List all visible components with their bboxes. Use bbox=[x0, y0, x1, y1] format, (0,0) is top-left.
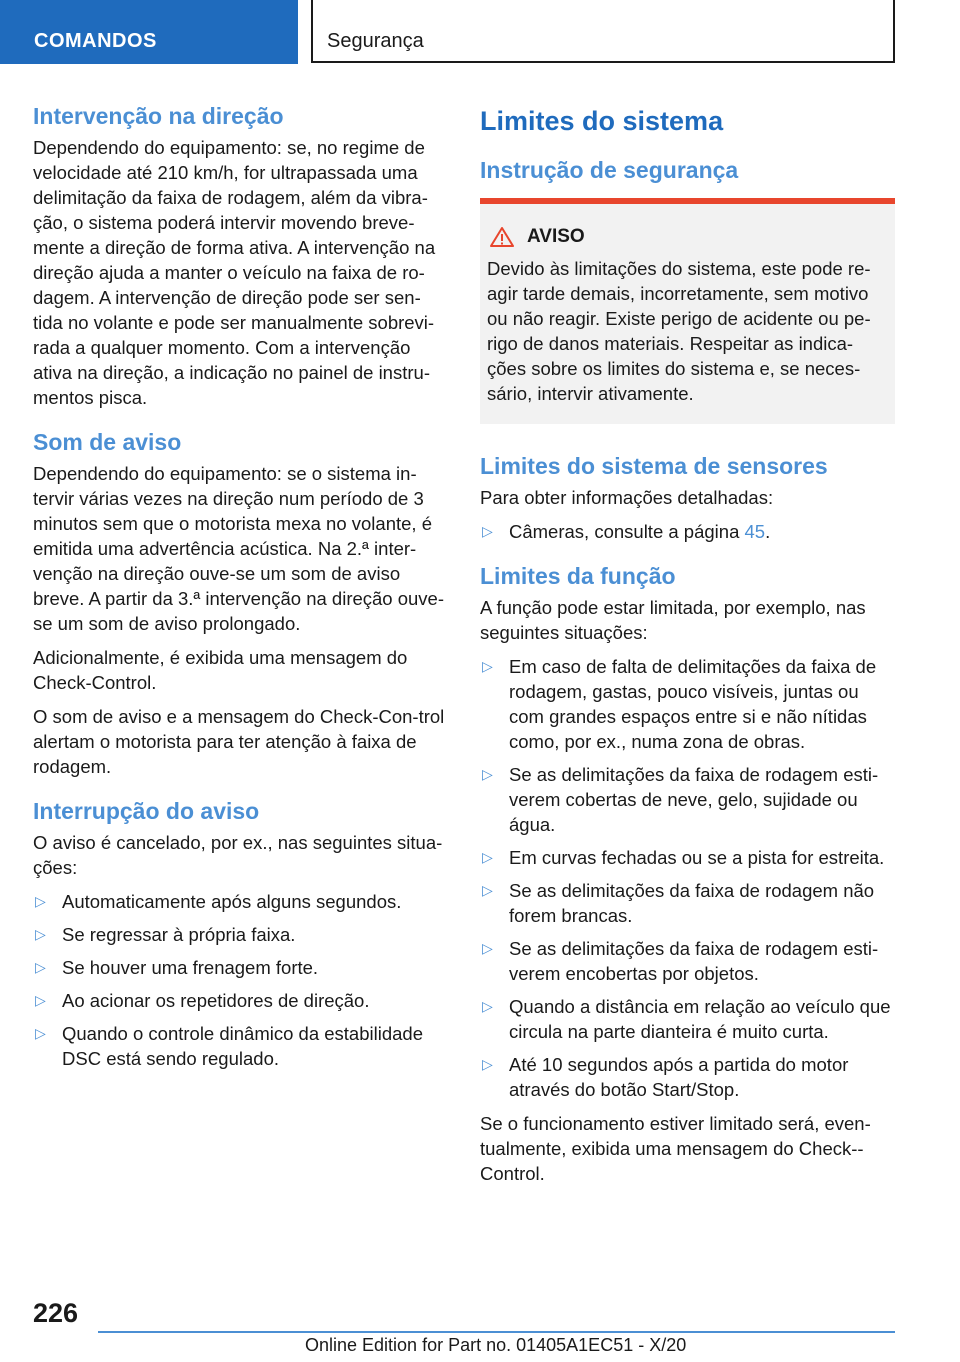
list-item bbox=[33, 988, 449, 1013]
triangle-bullet-icon: ▷ bbox=[35, 926, 46, 942]
list-item-text: Até 10 segundos após a partida do motor através do botão Start/Stop. bbox=[509, 1054, 849, 1100]
section-header bbox=[311, 0, 895, 63]
list-item-period: . bbox=[765, 521, 771, 542]
list-item bbox=[480, 878, 895, 928]
triangle-bullet-icon: ▷ bbox=[482, 849, 493, 865]
paragraph-function-limits: A função pode estar limitada, por exemplo, nas seguintes situações: bbox=[480, 597, 866, 643]
paragraph-function-footer: Se o funcionamento estiver limitado será, even-tualmente, exibida uma mensagem do Check--Control. bbox=[480, 1113, 871, 1184]
heading-sensor-limits: Limites do sistema de sensores bbox=[480, 453, 828, 479]
list-item-text: Quando a distância em relação ao veículo que circula na parte dianteira é muito curta. bbox=[509, 996, 891, 1042]
list-interruption bbox=[33, 889, 449, 1071]
heading-function-limits: Limites da função bbox=[480, 563, 676, 589]
list-item-text: Em caso de falta de delimitações da faixa de rodagem, gastas, pouco visíveis, juntas ou com grandes espaços entre si e não nítidas como, por ex., numa zona de obras. bbox=[509, 656, 877, 752]
list-item bbox=[33, 1021, 449, 1071]
list-item bbox=[480, 845, 895, 870]
list-item-text: Se as delimitações da faixa de rodagem esti-verem cobertas de neve, gelo, sujidade ou água. bbox=[509, 764, 879, 835]
triangle-bullet-icon: ▷ bbox=[35, 992, 46, 1008]
list-item-text: Em curvas fechadas ou se a pista for estreita. bbox=[509, 847, 885, 868]
list-item bbox=[33, 955, 449, 980]
heading-warning-sound: Som de aviso bbox=[33, 429, 182, 455]
list-item-text: Quando o controle dinâmico da estabilidade DSC está sendo regulado. bbox=[62, 1023, 423, 1069]
triangle-bullet-icon: ▷ bbox=[482, 766, 493, 782]
paragraph-warning-sound-2: Adicionalmente, é exibida uma mensagem do Check-Control. bbox=[33, 647, 408, 693]
triangle-bullet-icon: ▷ bbox=[482, 523, 493, 539]
heading-system-limits: Limites do sistema bbox=[480, 106, 724, 136]
list-item bbox=[480, 762, 895, 837]
triangle-bullet-icon: ▷ bbox=[35, 959, 46, 975]
heading-steering-intervention: Intervenção na direção bbox=[33, 103, 284, 129]
left-column bbox=[33, 100, 449, 1080]
list-item-text: Ao acionar os repetidores de direção. bbox=[62, 990, 370, 1011]
list-item-text: Se houver uma frenagem forte. bbox=[62, 957, 319, 978]
page-reference-link[interactable]: 45 bbox=[744, 521, 766, 542]
triangle-bullet-icon: ▷ bbox=[482, 658, 493, 674]
list-item-text: Se regressar à própria faixa. bbox=[62, 924, 296, 945]
right-column bbox=[480, 100, 895, 1195]
paragraph-warning-sound-1: Dependendo do equipamento: se o sistema in-tervir várias vezes na direção num período de 3 minutos sem que o motorista mexa no volante, é emitida uma advertência acústica. Na 2.ª inter-venção na direção ouve-se um som de aviso breve. A partir da 3.ª intervenção na direção ouve-se um som de aviso prolongado. bbox=[33, 463, 445, 634]
list-item bbox=[480, 994, 895, 1044]
chapter-title: COMANDOS bbox=[34, 30, 157, 52]
warning-label: AVISO bbox=[527, 226, 585, 247]
triangle-bullet-icon: ▷ bbox=[482, 1056, 493, 1072]
triangle-bullet-icon: ▷ bbox=[482, 882, 493, 898]
triangle-bullet-icon: ▷ bbox=[35, 893, 46, 909]
list-item-text: Câmeras, consulte a página bbox=[509, 521, 745, 542]
footer-divider bbox=[98, 1331, 895, 1333]
chapter-tab bbox=[0, 0, 298, 64]
list-item-text: Automaticamente após alguns segundos. bbox=[62, 891, 402, 912]
paragraph-sensor-limits: Para obter informações detalhadas: bbox=[480, 487, 774, 508]
warning-triangle-icon bbox=[489, 226, 515, 248]
heading-safety-instruction: Instrução de segurança bbox=[480, 157, 739, 183]
paragraph-warning-interruption: O aviso é cancelado, por ex., nas seguintes situa-ções: bbox=[33, 832, 443, 878]
list-item-text: Se as delimitações da faixa de rodagem não forem brancas. bbox=[509, 880, 875, 926]
triangle-bullet-icon: ▷ bbox=[482, 998, 493, 1014]
list-item bbox=[480, 519, 895, 544]
triangle-bullet-icon: ▷ bbox=[35, 1025, 46, 1041]
list-item bbox=[33, 922, 449, 947]
list-sensor-limits bbox=[480, 519, 895, 544]
list-item bbox=[480, 936, 895, 986]
warning-box bbox=[480, 198, 895, 424]
warning-text: Devido às limitações do sistema, este pode re-agir tarde demais, incorretamente, sem motivo ou não reagir. Existe perigo de acidente ou pe-rigo de danos materiais. Respeitar as indica-ções sobre os limites do sistema e, se neces-sário, intervir ativamente. bbox=[487, 258, 871, 404]
list-item bbox=[480, 654, 895, 754]
page-number: 226 bbox=[33, 1298, 79, 1328]
paragraph-steering-intervention: Dependendo do equipamento: se, no regime de velocidade até 210 km/h, for ultrapassada uma delimitação da faixa de rodagem, além da vibra-ção, o sistema poderá intervir movendo breve-mente a direção de forma ativa. A intervenção na direção ajuda a manter o veículo na faixa de ro-dagem. A intervenção de direção pode ser sen-tida no volante e pode ser manualmente sobrevi-rada a qualquer momento. Com a intervenção ativa na direção, a indicação no painel de instru-mentos pisca. bbox=[33, 137, 436, 408]
paragraph-warning-sound-3: O som de aviso e a mensagem do Check-Con-trol alertam o motorista para ter atenção à faixa de rodagem. bbox=[33, 706, 445, 777]
list-function-limits bbox=[480, 654, 895, 1102]
warning-title bbox=[487, 224, 885, 250]
list-item bbox=[480, 1052, 895, 1102]
section-title: Segurança bbox=[327, 30, 424, 52]
triangle-bullet-icon: ▷ bbox=[482, 940, 493, 956]
footer-edition: Online Edition for Part no. 01405A1EC51 - X/20 bbox=[305, 1335, 687, 1355]
list-item bbox=[33, 889, 449, 914]
list-item-text: Se as delimitações da faixa de rodagem esti-verem encobertas por objetos. bbox=[509, 938, 879, 984]
heading-warning-interruption: Interrupção do aviso bbox=[33, 798, 260, 824]
